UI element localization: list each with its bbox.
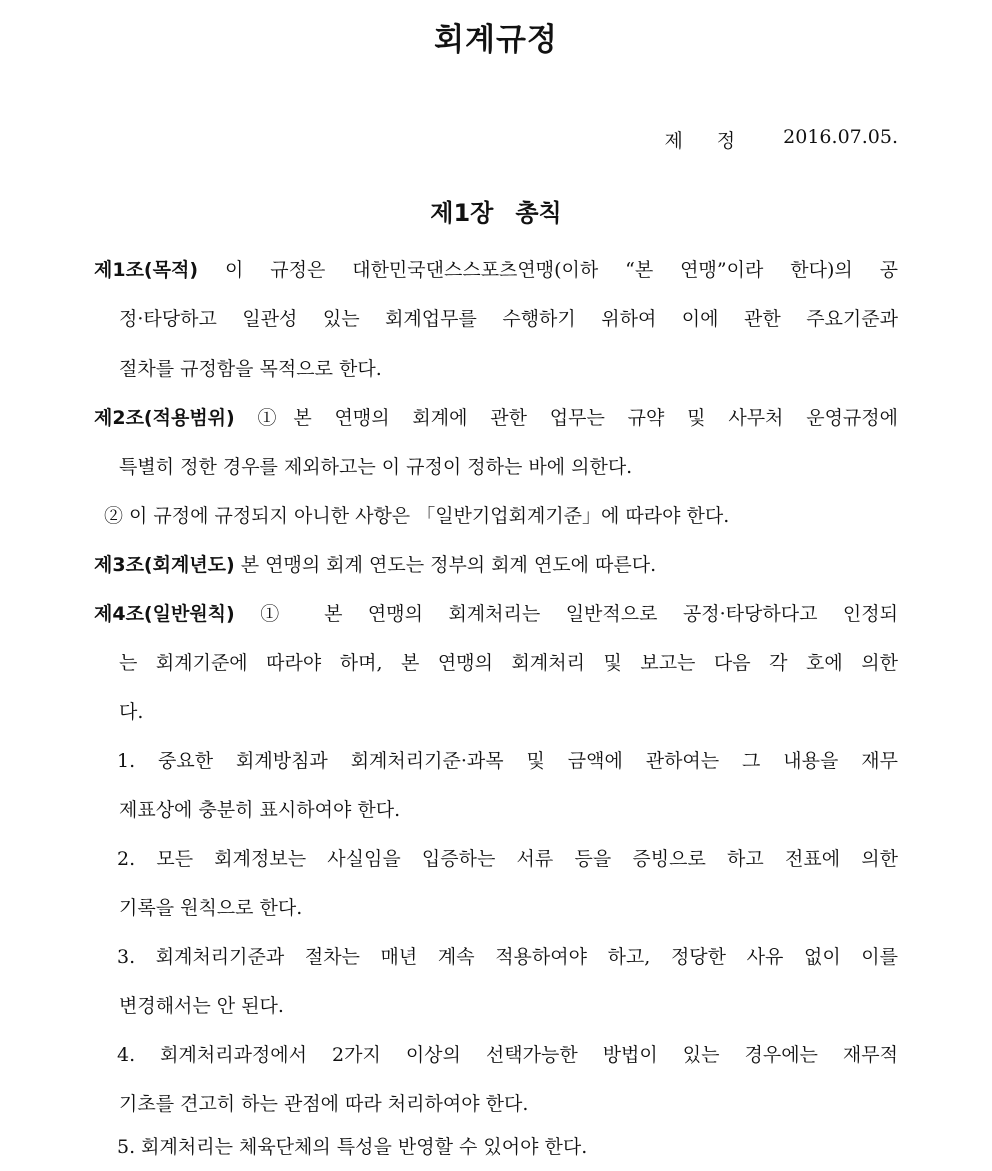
enactment-date-line [664,126,898,153]
article-1-line-1 [0,246,992,294]
chapter-name: 총칙 [515,199,562,227]
article-4-text-1: ① 본 연맹의 회계처리는 일반적으로 공정·타당하다고 인정되 [234,603,898,625]
list-item-2-line-1 [0,835,992,883]
list-item-1-text-1: 1. 중요한 회계방침과 회계처리기준·과목 및 금액에 관하여는 그 내용을 재무 [117,750,898,772]
article-4-text-3: 다. [119,701,144,723]
article-2-heading: 제2조(적용범위) [94,407,235,429]
article-1-heading: 제1조(목적) [94,259,199,281]
list-item-3-text-2: 변경해서는 안 된다. [119,995,284,1017]
article-1-line-3 [0,345,992,393]
article-2-line-2 [0,443,992,491]
article-2-text-1: ①본 연맹의 회계에 관한 업무는 규약 및 사무처 운영규정에 [234,407,898,429]
article-3-line-1 [0,541,992,589]
article-3-text-1: 본 연맹의 회계 연도는 정부의 회계 연도에 따른다. [234,554,657,576]
article-2-text-2: 특별히 정한 경우를 제외하고는 이 규정이 정하는 바에 의한다. [119,456,633,478]
list-item-1-line-2 [0,786,992,834]
article-4-line-2 [0,639,992,687]
list-item-2-text-1: 2. 모든 회계정보는 사실임을 입증하는 서류 등을 증빙으로 하고 전표에 의한 [117,848,898,870]
list-item-4-text-2: 기초를 견고히 하는 관점에 따라 처리하여야 한다. [119,1093,529,1115]
list-item-4-text-1: 4. 회계처리과정에서 2가지 이상의 선택가능한 방법이 있는 경우에는 재무적 [117,1044,898,1066]
document-title: 회계규정 [434,22,558,58]
article-4-line-3 [0,688,992,736]
article-4-line-1 [0,590,992,638]
article-1-text-1: 이 규정은 대한민국댄스스포츠연맹(이하 “본 연맹”이라 한다)의 공 [198,259,898,281]
list-item-3-text-1: 3. 회계처리기준과 절차는 매년 계속 적용하여야 하고, 정당한 사유 없이 이를 [117,946,898,968]
article-2-text-3: ② 이 규정에 규정되지 아니한 사항은 「일반기업회계기준」에 따라야 한다. [104,505,730,527]
article-1-text-2: 정·타당하고 일관성 있는 회계업무를 수행하기 위하여 이에 관한 주요기준과 [119,308,898,330]
chapter-heading [0,193,992,228]
article-3-heading: 제3조(회계년도) [94,554,235,576]
list-item-2-text-2: 기록을 원칙으로 한다. [119,897,303,919]
list-item-3-line-1 [0,933,992,981]
article-4-heading: 제4조(일반원칙) [94,603,235,625]
chapter-number: 제1장 [430,199,494,227]
article-2-line-1 [0,394,992,442]
article-2-line-3 [0,492,992,540]
list-item-1-text-2: 제표상에 충분히 표시하여야 한다. [119,799,401,821]
article-1-text-3: 절차를 규정함을 목적으로 한다. [119,358,382,380]
list-item-5-text-1: 5. 회계처리는 체육단체의 특성을 반영할 수 있어야 한다. [117,1136,588,1158]
list-item-5-line-1 [0,1123,992,1171]
list-item-1-line-1 [0,737,992,785]
enactment-date: 2016.07.05. [783,126,898,148]
list-item-4-line-2 [0,1080,992,1128]
list-item-4-line-1 [0,1031,992,1079]
enactment-label: 제정 [664,130,770,152]
list-item-2-line-2 [0,884,992,932]
article-1-line-2 [0,295,992,343]
article-4-text-2: 는 회계기준에 따라야 하며, 본 연맹의 회계처리 및 보고는 다음 각 호에 의한 [119,652,898,674]
list-item-3-line-2 [0,982,992,1030]
